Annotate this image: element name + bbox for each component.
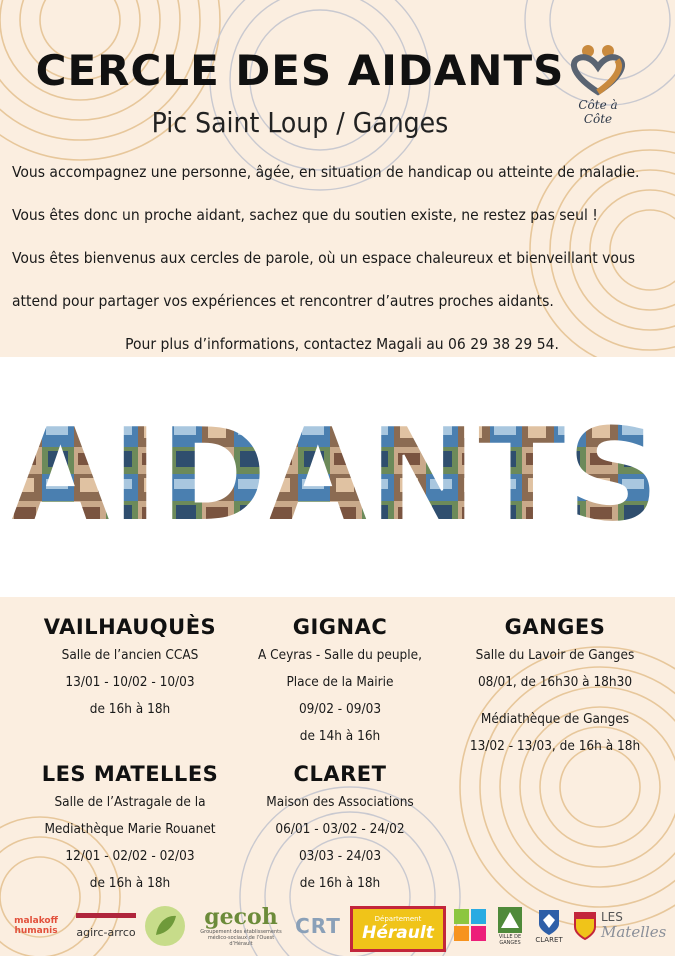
- location-line: Mediathèque Marie Rouanet: [44, 821, 216, 837]
- location-line: de 16h à 18h: [89, 875, 171, 891]
- malakoff-logo-text: malakoff humanis: [14, 916, 58, 936]
- page-title: CERCLE DES AIDANTS: [35, 46, 565, 95]
- matelles-shield-logo: [571, 900, 599, 952]
- ganges-logo-text: VILLE DE GANGES: [498, 934, 522, 946]
- intro-line: Vous êtes bienvenus aux cercles de parole, où un espace chaleureux et bienveillant vous: [12, 249, 635, 267]
- location-gignac: [230, 612, 450, 750]
- intro-line: attend pour partager vos expériences et rencontrer d’autres proches aidants.: [12, 292, 554, 310]
- location-les-matelles: [10, 759, 250, 897]
- matelles-logo-text: Matelles: [601, 923, 667, 941]
- les-matelles-logo: [601, 900, 673, 952]
- page-subtitle: Pic Saint Loup / Ganges: [151, 106, 449, 139]
- location-name: LES MATELLES: [41, 762, 219, 786]
- location-ganges: [445, 612, 665, 760]
- matelles-logo-prefix: LES: [601, 910, 623, 924]
- claret-logo: [531, 900, 567, 952]
- contact-line: Pour plus d’informations, contactez Magali au 06 29 38 29 54.: [125, 335, 559, 353]
- intro-text: [12, 160, 672, 375]
- location-claret: [230, 759, 450, 897]
- location-name: GANGES: [504, 615, 606, 639]
- agirc-arrco-logo: [74, 900, 138, 952]
- location-name: VAILHAUQUÈS: [43, 615, 217, 639]
- claret-logo-text: CLARET: [535, 936, 563, 944]
- agirc-arrco-logo-text: agirc-arrco: [76, 925, 136, 939]
- location-line: 06/01 - 03/02 - 24/02: [275, 821, 405, 837]
- ville-de-ganges-logo: [493, 900, 527, 952]
- location-line: 09/02 - 09/03: [298, 701, 382, 717]
- location-line: A Ceyras - Salle du peuple,: [258, 647, 422, 663]
- matelles-shield-icon: [573, 911, 597, 941]
- claret-shield-icon: [537, 908, 561, 936]
- location-line: Maison des Associations: [266, 794, 414, 810]
- herault-logo-subtext: Département: [374, 915, 422, 923]
- location-line: 13/01 - 10/02 - 10/03: [65, 674, 195, 690]
- crt-logo: [290, 900, 346, 952]
- puzzle-icon: [452, 907, 488, 945]
- location-line: Salle de l’ancien CCAS: [61, 647, 199, 663]
- location-line: Salle du Lavoir de Ganges: [475, 647, 635, 663]
- location-line: Médiathèque de Ganges: [480, 711, 630, 727]
- location-line: 03/03 - 24/03: [298, 848, 382, 864]
- location-vailhauques: [10, 612, 250, 723]
- location-line: de 16h à 18h: [299, 875, 381, 891]
- partner-logos: [0, 900, 675, 956]
- location-line: de 16h à 18h: [89, 701, 171, 717]
- gecoh-logo: [196, 900, 286, 952]
- location-name: CLARET: [293, 762, 387, 786]
- crt-logo-text: CRT: [295, 914, 341, 938]
- logo-text: Côte à Côte: [578, 98, 618, 126]
- herault-logo-text: Hérault: [362, 923, 434, 943]
- location-line: Place de la Mairie: [286, 674, 394, 690]
- ganges-emblem-icon: [497, 906, 523, 934]
- location-line: de 14h à 16h: [299, 728, 381, 744]
- leaf-icon: [144, 905, 186, 947]
- herault-logo: [350, 906, 446, 952]
- aidants-photo-banner: [10, 420, 660, 528]
- leaf-circle-logo: [143, 900, 187, 952]
- gecoh-logo-text: gecoh: [204, 904, 278, 930]
- location-name: GIGNAC: [292, 615, 388, 639]
- cote-a-cote-logo: [563, 42, 633, 126]
- location-line: 08/01, de 16h30 à 18h30: [477, 674, 633, 690]
- heart-people-icon: [563, 42, 633, 98]
- aidants-word: AIDANTS: [10, 420, 660, 528]
- location-line: Salle de l’Astragale de la: [54, 794, 206, 810]
- malakoff-logo: [4, 900, 68, 952]
- puzzle-logo: [451, 900, 489, 952]
- intro-line: Vous accompagnez une personne, âgée, en situation de handicap ou atteinte de maladie.: [12, 163, 640, 181]
- location-line: 13/02 - 13/03, de 16h à 18h: [469, 738, 641, 754]
- location-line: 12/01 - 02/02 - 02/03: [65, 848, 195, 864]
- gecoh-logo-subtext: Groupement des établissements médico-sociaux de l’Ouest d’Hérault: [200, 929, 282, 947]
- intro-line: Vous êtes donc un proche aidant, sachez que du soutien existe, ne restez pas seul !: [12, 206, 598, 224]
